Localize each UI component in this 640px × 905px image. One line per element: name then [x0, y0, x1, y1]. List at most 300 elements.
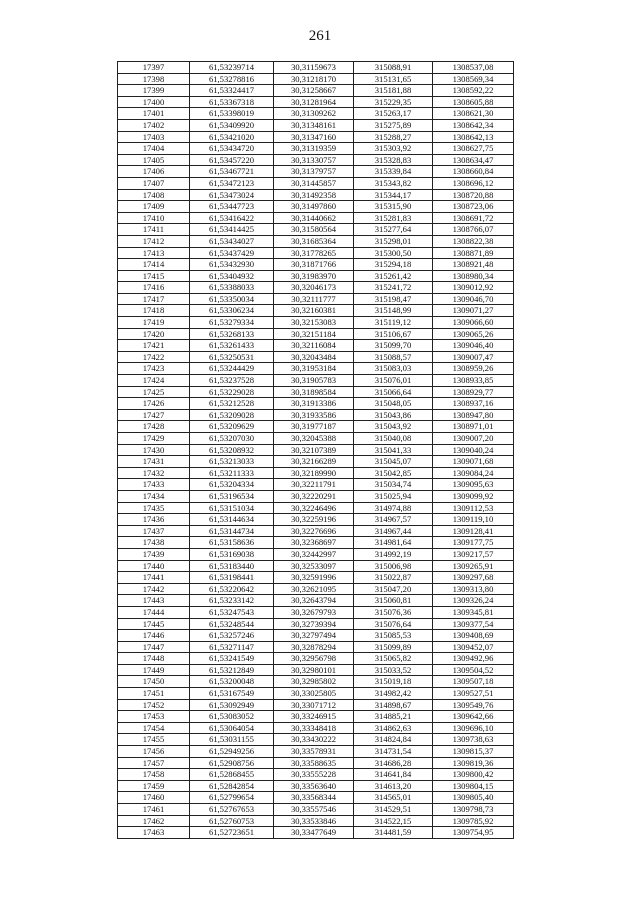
y-coordinate-cell: 1308696,12	[433, 177, 514, 189]
latitude-cell: 61,53207030	[190, 433, 274, 445]
point-number-cell: 17453	[118, 711, 190, 723]
latitude-cell: 61,52723651	[190, 827, 274, 839]
point-number-cell: 17427	[118, 409, 190, 421]
x-coordinate-cell: 314731,54	[354, 746, 433, 758]
x-coordinate-cell: 315229,35	[354, 96, 433, 108]
table-row	[118, 201, 514, 213]
x-coordinate-cell: 315085,53	[354, 630, 433, 642]
x-coordinate-cell: 314885,21	[354, 711, 433, 723]
y-coordinate-cell: 1309007,47	[433, 351, 514, 363]
table-row	[118, 189, 514, 201]
table-row	[118, 154, 514, 166]
x-coordinate-cell: 315034,74	[354, 479, 433, 491]
point-number-cell: 17447	[118, 641, 190, 653]
point-number-cell: 17463	[118, 827, 190, 839]
table-row	[118, 247, 514, 259]
longitude-cell: 30,32246496	[274, 502, 354, 514]
longitude-cell: 30,31871766	[274, 259, 354, 271]
latitude-cell: 61,53434027	[190, 235, 274, 247]
y-coordinate-cell: 1309313,80	[433, 583, 514, 595]
longitude-cell: 30,31319359	[274, 143, 354, 155]
point-number-cell: 17455	[118, 734, 190, 746]
longitude-cell: 30,31905783	[274, 375, 354, 387]
point-number-cell: 17456	[118, 746, 190, 758]
y-coordinate-cell: 1309065,26	[433, 328, 514, 340]
point-number-cell: 17426	[118, 398, 190, 410]
y-coordinate-cell: 1308947,80	[433, 409, 514, 421]
x-coordinate-cell: 315099,89	[354, 641, 433, 653]
point-number-cell: 17444	[118, 606, 190, 618]
point-number-cell: 17457	[118, 757, 190, 769]
table-row	[118, 270, 514, 282]
y-coordinate-cell: 1308605,88	[433, 96, 514, 108]
longitude-cell: 30,31492358	[274, 189, 354, 201]
table-row	[118, 293, 514, 305]
y-coordinate-cell: 1308642,13	[433, 131, 514, 143]
y-coordinate-cell: 1309785,92	[433, 815, 514, 827]
table-row	[118, 653, 514, 665]
x-coordinate-cell: 315181,88	[354, 85, 433, 97]
longitude-cell: 30,32739394	[274, 618, 354, 630]
x-coordinate-cell: 315300,50	[354, 247, 433, 259]
point-number-cell: 17432	[118, 467, 190, 479]
coordinates-table-body	[118, 62, 514, 839]
point-number-cell: 17414	[118, 259, 190, 271]
longitude-cell: 30,32043484	[274, 351, 354, 363]
x-coordinate-cell: 315281,83	[354, 212, 433, 224]
latitude-cell: 61,53209629	[190, 421, 274, 433]
table-row	[118, 746, 514, 758]
latitude-cell: 61,53268133	[190, 328, 274, 340]
x-coordinate-cell: 315328,83	[354, 154, 433, 166]
x-coordinate-cell: 315198,47	[354, 293, 433, 305]
point-number-cell: 17424	[118, 375, 190, 387]
y-coordinate-cell: 1309071,68	[433, 456, 514, 468]
longitude-cell: 30,32797494	[274, 630, 354, 642]
longitude-cell: 30,31778265	[274, 247, 354, 259]
latitude-cell: 61,53271147	[190, 641, 274, 653]
point-number-cell: 17433	[118, 479, 190, 491]
table-row	[118, 85, 514, 97]
latitude-cell: 61,53367318	[190, 96, 274, 108]
point-number-cell: 17460	[118, 792, 190, 804]
x-coordinate-cell: 314824,84	[354, 734, 433, 746]
point-number-cell: 17438	[118, 537, 190, 549]
point-number-cell: 17409	[118, 201, 190, 213]
point-number-cell: 17450	[118, 676, 190, 688]
longitude-cell: 30,32116084	[274, 340, 354, 352]
longitude-cell: 30,31497860	[274, 201, 354, 213]
longitude-cell: 30,32679793	[274, 606, 354, 618]
x-coordinate-cell: 314529,51	[354, 804, 433, 816]
point-number-cell: 17418	[118, 305, 190, 317]
y-coordinate-cell: 1308634,47	[433, 154, 514, 166]
longitude-cell: 30,32111777	[274, 293, 354, 305]
latitude-cell: 61,53196534	[190, 490, 274, 502]
longitude-cell: 30,31913386	[274, 398, 354, 410]
latitude-cell: 61,53239714	[190, 62, 274, 74]
y-coordinate-cell: 1309040,24	[433, 444, 514, 456]
table-row	[118, 688, 514, 700]
y-coordinate-cell: 1309099,92	[433, 490, 514, 502]
point-number-cell: 17402	[118, 119, 190, 131]
y-coordinate-cell: 1309527,51	[433, 688, 514, 700]
x-coordinate-cell: 315076,36	[354, 606, 433, 618]
point-number-cell: 17405	[118, 154, 190, 166]
latitude-cell: 61,53388033	[190, 282, 274, 294]
x-coordinate-cell: 315076,01	[354, 375, 433, 387]
point-number-cell: 17441	[118, 572, 190, 584]
latitude-cell: 61,52842854	[190, 780, 274, 792]
point-number-cell: 17420	[118, 328, 190, 340]
longitude-cell: 30,31281964	[274, 96, 354, 108]
latitude-cell: 61,52908756	[190, 757, 274, 769]
table-row	[118, 514, 514, 526]
longitude-cell: 30,31898584	[274, 386, 354, 398]
x-coordinate-cell: 314967,57	[354, 514, 433, 526]
y-coordinate-cell: 1308720,88	[433, 189, 514, 201]
latitude-cell: 61,53247543	[190, 606, 274, 618]
x-coordinate-cell: 315066,64	[354, 386, 433, 398]
longitude-cell: 30,31379757	[274, 166, 354, 178]
x-coordinate-cell: 315041,33	[354, 444, 433, 456]
latitude-cell: 61,53261433	[190, 340, 274, 352]
longitude-cell: 30,32046173	[274, 282, 354, 294]
point-number-cell: 17429	[118, 433, 190, 445]
latitude-cell: 61,53064054	[190, 722, 274, 734]
longitude-cell: 30,32643794	[274, 595, 354, 607]
y-coordinate-cell: 1309345,81	[433, 606, 514, 618]
page-number: 261	[308, 28, 332, 44]
x-coordinate-cell: 315040,08	[354, 433, 433, 445]
latitude-cell: 61,53432930	[190, 259, 274, 271]
y-coordinate-cell: 1308971,01	[433, 421, 514, 433]
x-coordinate-cell: 315277,64	[354, 224, 433, 236]
x-coordinate-cell: 314481,59	[354, 827, 433, 839]
x-coordinate-cell: 315241,72	[354, 282, 433, 294]
y-coordinate-cell: 1309408,69	[433, 630, 514, 642]
latitude-cell: 61,53324417	[190, 85, 274, 97]
y-coordinate-cell: 1309217,57	[433, 548, 514, 560]
x-coordinate-cell: 315088,57	[354, 351, 433, 363]
point-number-cell: 17449	[118, 664, 190, 676]
table-row	[118, 618, 514, 630]
latitude-cell: 61,53421020	[190, 131, 274, 143]
point-number-cell: 17399	[118, 85, 190, 97]
table-row	[118, 467, 514, 479]
table-row	[118, 595, 514, 607]
x-coordinate-cell: 314613,20	[354, 780, 433, 792]
x-coordinate-cell: 314641,84	[354, 769, 433, 781]
y-coordinate-cell: 1309507,18	[433, 676, 514, 688]
x-coordinate-cell: 315303,92	[354, 143, 433, 155]
table-row	[118, 398, 514, 410]
table-row	[118, 722, 514, 734]
y-coordinate-cell: 1309805,40	[433, 792, 514, 804]
point-number-cell: 17407	[118, 177, 190, 189]
x-coordinate-cell: 315042,85	[354, 467, 433, 479]
x-coordinate-cell: 315119,12	[354, 317, 433, 329]
table-row	[118, 62, 514, 74]
table-row	[118, 212, 514, 224]
latitude-cell: 61,53350034	[190, 293, 274, 305]
table-row	[118, 641, 514, 653]
longitude-cell: 30,31348161	[274, 119, 354, 131]
latitude-cell: 61,53398019	[190, 108, 274, 120]
table-row	[118, 757, 514, 769]
x-coordinate-cell: 315019,18	[354, 676, 433, 688]
y-coordinate-cell: 1308592,22	[433, 85, 514, 97]
y-coordinate-cell: 1309815,37	[433, 746, 514, 758]
point-number-cell: 17452	[118, 699, 190, 711]
table-row	[118, 340, 514, 352]
latitude-cell: 61,53306234	[190, 305, 274, 317]
longitude-cell: 30,31445857	[274, 177, 354, 189]
point-number-cell: 17462	[118, 815, 190, 827]
point-number-cell: 17413	[118, 247, 190, 259]
y-coordinate-cell: 1309798,73	[433, 804, 514, 816]
latitude-cell: 61,53447723	[190, 201, 274, 213]
y-coordinate-cell: 1309071,27	[433, 305, 514, 317]
x-coordinate-cell: 315261,42	[354, 270, 433, 282]
y-coordinate-cell: 1309804,15	[433, 780, 514, 792]
latitude-cell: 61,53473024	[190, 189, 274, 201]
longitude-cell: 30,31347160	[274, 131, 354, 143]
longitude-cell: 30,32107389	[274, 444, 354, 456]
table-row	[118, 363, 514, 375]
table-row	[118, 815, 514, 827]
longitude-cell: 30,33568344	[274, 792, 354, 804]
point-number-cell: 17398	[118, 73, 190, 85]
latitude-cell: 61,53213033	[190, 456, 274, 468]
point-number-cell: 17440	[118, 560, 190, 572]
table-row	[118, 119, 514, 131]
latitude-cell: 61,52760753	[190, 815, 274, 827]
latitude-cell: 61,53416422	[190, 212, 274, 224]
x-coordinate-cell: 314686,28	[354, 757, 433, 769]
y-coordinate-cell: 1309177,75	[433, 537, 514, 549]
x-coordinate-cell: 315047,20	[354, 583, 433, 595]
table-row	[118, 827, 514, 839]
latitude-cell: 61,53233142	[190, 595, 274, 607]
point-number-cell: 17403	[118, 131, 190, 143]
table-row	[118, 96, 514, 108]
point-number-cell: 17458	[118, 769, 190, 781]
longitude-cell: 30,33025805	[274, 688, 354, 700]
table-row	[118, 572, 514, 584]
latitude-cell: 61,53220642	[190, 583, 274, 595]
table-row	[118, 804, 514, 816]
table-row	[118, 282, 514, 294]
table-row	[118, 606, 514, 618]
longitude-cell: 30,31258667	[274, 85, 354, 97]
longitude-cell: 30,32956798	[274, 653, 354, 665]
longitude-cell: 30,31685364	[274, 235, 354, 247]
point-number-cell: 17437	[118, 525, 190, 537]
longitude-cell: 30,33557546	[274, 804, 354, 816]
point-number-cell: 17425	[118, 386, 190, 398]
y-coordinate-cell: 1308537,08	[433, 62, 514, 74]
latitude-cell: 61,53434720	[190, 143, 274, 155]
table-row	[118, 444, 514, 456]
table-row	[118, 317, 514, 329]
y-coordinate-cell: 1309800,42	[433, 769, 514, 781]
point-number-cell: 17400	[118, 96, 190, 108]
y-coordinate-cell: 1308569,34	[433, 73, 514, 85]
table-row	[118, 560, 514, 572]
x-coordinate-cell: 315048,05	[354, 398, 433, 410]
longitude-cell: 30,33563640	[274, 780, 354, 792]
y-coordinate-cell: 1308621,30	[433, 108, 514, 120]
table-row	[118, 143, 514, 155]
x-coordinate-cell: 314898,67	[354, 699, 433, 711]
y-coordinate-cell: 1308642,34	[433, 119, 514, 131]
latitude-cell: 61,53198441	[190, 572, 274, 584]
longitude-cell: 30,31933586	[274, 409, 354, 421]
x-coordinate-cell: 315088,91	[354, 62, 433, 74]
longitude-cell: 30,31440662	[274, 212, 354, 224]
y-coordinate-cell: 1309012,92	[433, 282, 514, 294]
table-row	[118, 235, 514, 247]
longitude-cell: 30,33348418	[274, 722, 354, 734]
table-row	[118, 375, 514, 387]
y-coordinate-cell: 1308933,85	[433, 375, 514, 387]
latitude-cell: 61,53144634	[190, 514, 274, 526]
table-row	[118, 259, 514, 271]
longitude-cell: 30,32211791	[274, 479, 354, 491]
point-number-cell: 17415	[118, 270, 190, 282]
longitude-cell: 30,31977187	[274, 421, 354, 433]
point-number-cell: 17435	[118, 502, 190, 514]
latitude-cell: 61,53209028	[190, 409, 274, 421]
latitude-cell: 61,53409920	[190, 119, 274, 131]
longitude-cell: 30,33588635	[274, 757, 354, 769]
latitude-cell: 61,53144734	[190, 525, 274, 537]
table-row	[118, 583, 514, 595]
table-row	[118, 131, 514, 143]
x-coordinate-cell: 314981,64	[354, 537, 433, 549]
y-coordinate-cell: 1309642,66	[433, 711, 514, 723]
latitude-cell: 61,53031155	[190, 734, 274, 746]
longitude-cell: 30,32189990	[274, 467, 354, 479]
longitude-cell: 30,32153083	[274, 317, 354, 329]
x-coordinate-cell: 315344,17	[354, 189, 433, 201]
x-coordinate-cell: 314565,01	[354, 792, 433, 804]
table-row	[118, 630, 514, 642]
y-coordinate-cell: 1308723,06	[433, 201, 514, 213]
longitude-cell: 30,32878294	[274, 641, 354, 653]
table-row	[118, 328, 514, 340]
point-number-cell: 17417	[118, 293, 190, 305]
y-coordinate-cell: 1309112,53	[433, 502, 514, 514]
longitude-cell: 30,33430222	[274, 734, 354, 746]
x-coordinate-cell: 315294,18	[354, 259, 433, 271]
point-number-cell: 17454	[118, 722, 190, 734]
table-row	[118, 548, 514, 560]
y-coordinate-cell: 1308929,77	[433, 386, 514, 398]
latitude-cell: 61,53200048	[190, 676, 274, 688]
latitude-cell: 61,53244429	[190, 363, 274, 375]
x-coordinate-cell: 315045,07	[354, 456, 433, 468]
x-coordinate-cell: 315106,67	[354, 328, 433, 340]
longitude-cell: 30,32259196	[274, 514, 354, 526]
table-row	[118, 699, 514, 711]
x-coordinate-cell: 315263,17	[354, 108, 433, 120]
latitude-cell: 61,53212849	[190, 664, 274, 676]
table-row	[118, 166, 514, 178]
y-coordinate-cell: 1309377,54	[433, 618, 514, 630]
y-coordinate-cell: 1309046,70	[433, 293, 514, 305]
point-number-cell: 17408	[118, 189, 190, 201]
latitude-cell: 61,53250531	[190, 351, 274, 363]
x-coordinate-cell: 314982,42	[354, 688, 433, 700]
latitude-cell: 61,53158636	[190, 537, 274, 549]
point-number-cell: 17404	[118, 143, 190, 155]
longitude-cell: 30,31159673	[274, 62, 354, 74]
table-row	[118, 456, 514, 468]
point-number-cell: 17459	[118, 780, 190, 792]
x-coordinate-cell: 315275,89	[354, 119, 433, 131]
longitude-cell: 30,32276696	[274, 525, 354, 537]
y-coordinate-cell: 1309549,76	[433, 699, 514, 711]
x-coordinate-cell: 315288,27	[354, 131, 433, 143]
latitude-cell: 61,53472123	[190, 177, 274, 189]
y-coordinate-cell: 1308822,38	[433, 235, 514, 247]
x-coordinate-cell: 315076,64	[354, 618, 433, 630]
x-coordinate-cell: 315298,01	[354, 235, 433, 247]
longitude-cell: 30,33578931	[274, 746, 354, 758]
longitude-cell: 30,32985802	[274, 676, 354, 688]
latitude-cell: 61,52949256	[190, 746, 274, 758]
longitude-cell: 30,32160381	[274, 305, 354, 317]
table-row	[118, 386, 514, 398]
table-row	[118, 502, 514, 514]
point-number-cell: 17412	[118, 235, 190, 247]
point-number-cell: 17451	[118, 688, 190, 700]
point-number-cell: 17428	[118, 421, 190, 433]
latitude-cell: 61,52868455	[190, 769, 274, 781]
y-coordinate-cell: 1309095,63	[433, 479, 514, 491]
latitude-cell: 61,53212528	[190, 398, 274, 410]
latitude-cell: 61,53404932	[190, 270, 274, 282]
point-number-cell: 17446	[118, 630, 190, 642]
x-coordinate-cell: 315131,65	[354, 73, 433, 85]
latitude-cell: 61,52799654	[190, 792, 274, 804]
table-row	[118, 734, 514, 746]
point-number-cell: 17410	[118, 212, 190, 224]
table-row	[118, 664, 514, 676]
point-number-cell: 17423	[118, 363, 190, 375]
y-coordinate-cell: 1308660,84	[433, 166, 514, 178]
latitude-cell: 61,53169038	[190, 548, 274, 560]
latitude-cell: 61,53083052	[190, 711, 274, 723]
table-row	[118, 479, 514, 491]
point-number-cell: 17406	[118, 166, 190, 178]
latitude-cell: 61,53204334	[190, 479, 274, 491]
table-row	[118, 525, 514, 537]
y-coordinate-cell: 1308871,89	[433, 247, 514, 259]
table-row	[118, 351, 514, 363]
longitude-cell: 30,33071712	[274, 699, 354, 711]
y-coordinate-cell: 1308959,26	[433, 363, 514, 375]
y-coordinate-cell: 1308937,16	[433, 398, 514, 410]
x-coordinate-cell: 315339,84	[354, 166, 433, 178]
latitude-cell: 61,53183440	[190, 560, 274, 572]
y-coordinate-cell: 1309066,60	[433, 317, 514, 329]
table-row	[118, 433, 514, 445]
longitude-cell: 30,32166289	[274, 456, 354, 468]
longitude-cell: 30,33555228	[274, 769, 354, 781]
